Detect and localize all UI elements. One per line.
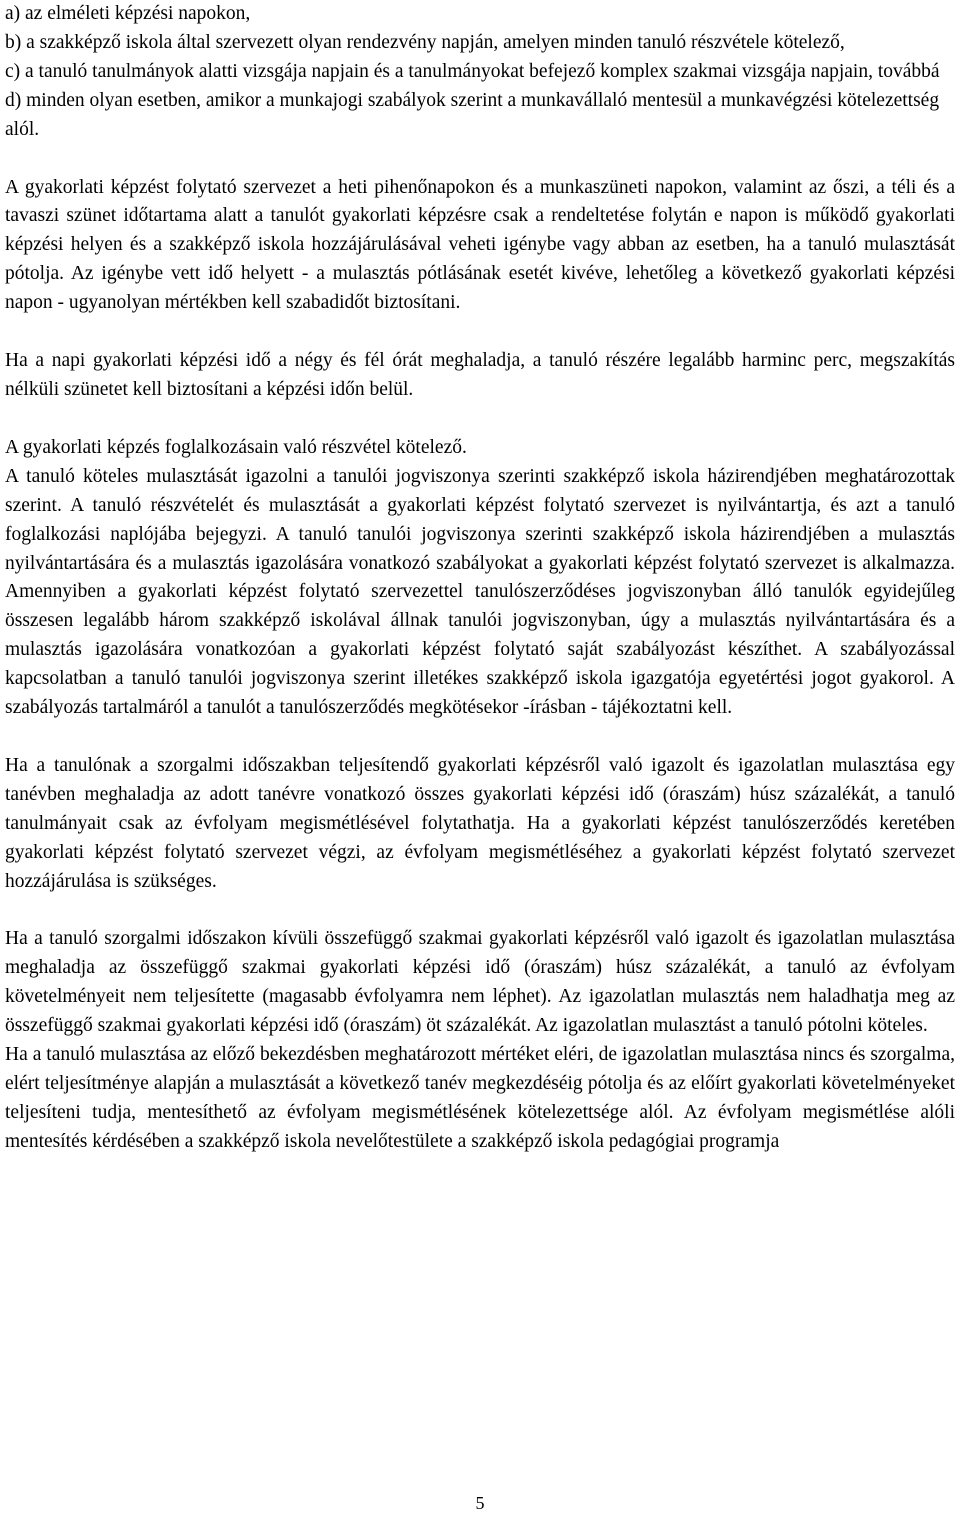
paragraph-gap <box>5 723 955 752</box>
paragraph-break-time: Ha a napi gyakorlati képzési idő a négy és fél órát meghaladja, a tanuló részére legalább harminc perc, megszakítás nélküli szünetet kell biztosítani a képzési időn belül. <box>5 350 955 400</box>
document-body <box>5 0 955 1157</box>
paragraph-attendance-mandatory: A gyakorlati képzés foglalkozásain való részvétel kötelező. <box>5 436 467 458</box>
paragraph-absence-internship: Ha a tanuló szorgalmi időszakon kívüli összefüggő szakmai gyakorlati képzésről való igazolt és igazolatlan mulasztása meghaladja az összefüggő szakmai gyakorlati képzési idő (óraszám) húsz százalékát, a tanuló az évfolyam követelményeit nem teljesítette (magasabb évfolyamra nem léphet). Az igazolatlan mulasztás nem haladhatja meg az összefüggő szakmai gyakorlati képzési idő (óraszám) öt százalékát. Az igazolatlan mulasztást a tanuló pótolni köteles. <box>5 928 955 1037</box>
paragraph-exemption: Ha a tanuló mulasztása az előző bekezdésben meghatározott mértéket eléri, de igazolatlan mulasztása nincs és szorgalma, elért teljesítménye alapján a mulasztását a következő tanév megkezdéséig pótolja és az előírt gyakorlati követelményeket teljesíteni tudja, mentesíthető az évfolyam megismétlésének kötelezettsége alól. Az évfolyam megismétlése alóli mentesítés kérdésében a szakképző iskola nevelőtestülete a szakképző iskola pedagógiai programja <box>5 1044 955 1152</box>
paragraph-absence-term: Ha a tanulónak a szorgalmi időszakban teljesítendő gyakorlati képzésről való igazolt és igazolatlan mulasztása egy tanévben meghaladja az adott tanévre vonatkozó összes gyakorlati képzési idő (óraszám) húsz százalékát, a tanuló tanulmányait csak az évfolyam megismétlésével folytathatja. Ha a gyakorlati képzést tanulószerződés keretében gyakorlati képzést folytató szervezet végzi, az évfolyam megismétléséhez a gyakorlati képzést folytató szervezet hozzájárulása is szükséges. <box>5 754 955 892</box>
list-item-c: c) a tanuló tanulmányok alatti vizsgája napjain és a tanulmányokat befejező komplex szakmai vizsgája napjain, továbbá <box>5 60 940 82</box>
paragraph-rest-days: A gyakorlati képzést folytató szervezet a heti pihenőnapokon és a munkaszüneti napokon, valamint az őszi, a téli és a tavaszi szünet időtartama alatt a tanulót gyakorlati képzésre csak a rendeltetése folytán e napon is működő gyakorlati képzési helyen és a szakképző iskola hozzájárulásával veheti igénybe vagy abban az esetben, ha a tanuló mulasztását pótolja. Az igénybe vett idő helyett - a mulasztás pótlásának esetét kivéve, lehetőleg a következő gyakorlati képzési napon - ugyanolyan mértékben kell szabadidőt biztosítani. <box>5 176 955 314</box>
page-number: 5 <box>475 1493 485 1513</box>
paragraph-gap <box>5 145 955 174</box>
list-item-a: a) az elméleti képzési napokon, <box>5 3 251 24</box>
paragraph-gap <box>5 896 955 925</box>
paragraph-absence-justification: A tanuló köteles mulasztását igazolni a tanulói jogviszonya szerinti szakképző iskola házirendjében meghatározottak szerint. A tanuló részvételét és mulasztását a gyakorlati képzést folytató szervezet is nyilvántartja, és azt a tanuló foglalkozási naplójába bejegyzi. A tanuló tanulói jogviszonya szerinti szakképző iskola házirendjében a mulasztás nyilvántartására és a mulasztás igazolására vonatkozó szabályokat a gyakorlati képzést folytató szervezet is alkalmazza. Amennyiben a gyakorlati képzést folytató szervezettel tanulószerződéses jogviszonyban álló tanulók egyidejűleg összesen legalább három szakképző iskolával állnak tanulói jogviszonyban, úgy a mulasztás nyilvántartására és a mulasztás igazolására vonatkozóan a gyakorlati képzést folytató saját szabályozást készíthet. A szabályozással kapcsolatban a tanuló tanulói jogviszonya szerint illetékes szakképző iskola igazgatója egyetértési jogot gyakorol. A szabályozás tartalmáról a tanulót a tanulószerződés megkötésekor -írásban - tájékoztatni kell. <box>5 465 955 719</box>
list-item-b: b) a szakképző iskola által szervezett olyan rendezvény napján, amelyen minden tanuló részvétele kötelező, <box>5 31 845 53</box>
list-item-d: d) minden olyan esetben, amikor a munkajogi szabályok szerint a munkavállaló mentesül a munkavégzési kötelezettség alól. <box>5 89 940 140</box>
paragraph-gap <box>5 318 955 347</box>
paragraph-gap <box>5 405 955 434</box>
